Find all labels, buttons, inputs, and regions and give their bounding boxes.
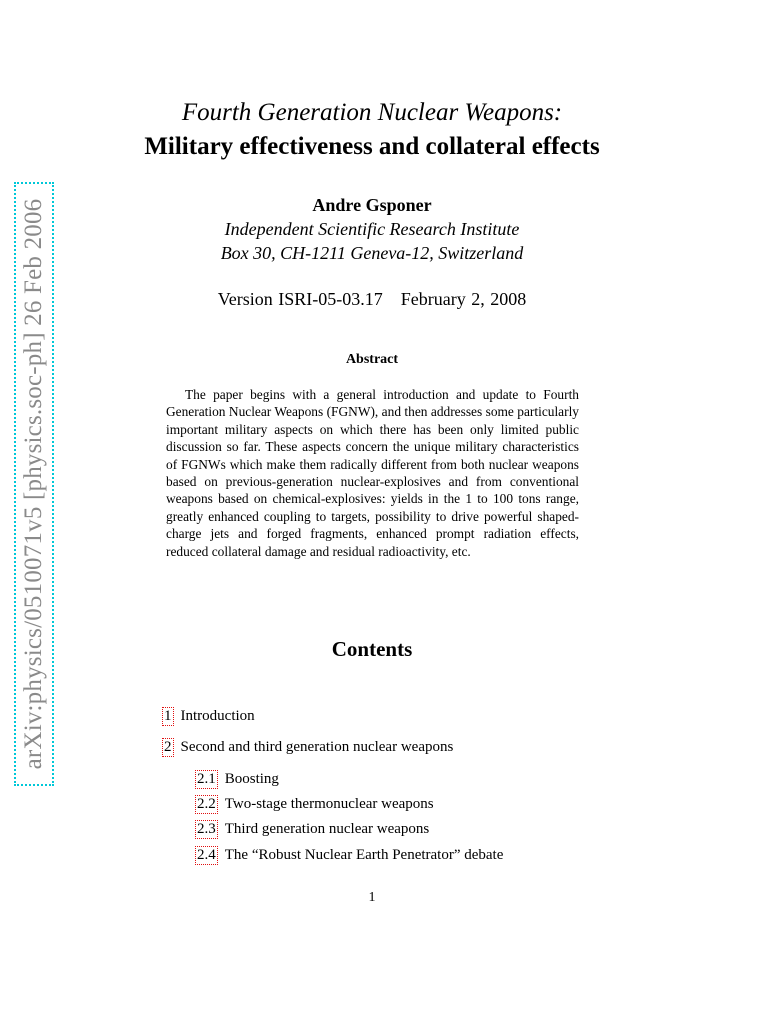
toc-link-number[interactable]: 2 bbox=[164, 739, 172, 755]
toc-link-number[interactable]: 2.2 bbox=[197, 796, 216, 812]
abstract-text-block bbox=[166, 386, 579, 560]
abstract-heading: Abstract bbox=[345, 352, 399, 367]
toc-entry-title: Two-stage thermonuclear weapons bbox=[224, 796, 434, 812]
version-date: February 2, 2008 bbox=[400, 289, 527, 309]
version-label: Version ISRI-05-03.17 bbox=[217, 289, 383, 309]
toc-entry-2 bbox=[163, 739, 453, 756]
toc-entry-title: Boosting bbox=[224, 771, 279, 787]
toc-link-number[interactable]: 2.1 bbox=[197, 771, 216, 787]
toc-entry-title: Introduction bbox=[180, 708, 255, 724]
paper-title-line-1: Fourth Generation Nuclear Weapons: bbox=[181, 99, 563, 126]
version-line bbox=[0, 289, 744, 310]
page-number: 1 bbox=[368, 890, 376, 905]
toc-entry-title: Second and third generation nuclear weapons bbox=[180, 739, 454, 755]
toc-entry-2-2 bbox=[196, 796, 434, 813]
toc-entry-title: The “Robust Nuclear Earth Penetrator” debate bbox=[224, 847, 504, 863]
arxiv-identifier: arXiv:physics/0510071v5 [physics.soc-ph] 26 Feb 2006 bbox=[20, 198, 47, 770]
toc-entry-2-3 bbox=[196, 821, 429, 838]
author-affiliation-address: Box 30, CH-1211 Geneva-12, Switzerland bbox=[220, 243, 524, 263]
toc-link-number[interactable]: 1 bbox=[164, 708, 172, 724]
toc-entry-title: Third generation nuclear weapons bbox=[224, 821, 430, 837]
toc-entry-1 bbox=[163, 708, 255, 725]
author-affiliation-institute: Independent Scientific Research Institute bbox=[224, 219, 520, 239]
toc-link-number[interactable]: 2.3 bbox=[197, 821, 216, 837]
toc-link-number[interactable]: 2.4 bbox=[197, 847, 216, 863]
toc-entry-2-4 bbox=[196, 847, 503, 864]
author-name: Andre Gsponer bbox=[312, 195, 432, 215]
paper-title-line-2: Military effectiveness and collateral effects bbox=[144, 133, 600, 160]
contents-heading: Contents bbox=[331, 637, 413, 661]
abstract-text: The paper begins with a general introduction and update to Fourth Generation Nuclear Weapons (FGNW), and then addresses some particularly important military aspects on which there has been only limited public discussion so far. These aspects concern the unique military characteristics of FGNWs which make them radically different from both nuclear weapons based on previous-generation nuclear-explosives and from conventional weapons based on chemical-explosives: yields in the 1 to 100 tons range, greatly enhanced coupling to targets, possibility to drive powerful shaped-charge jets and forged fragments, enhanced prompt radiation effects, reduced collateral damage and residual radioactivity, etc. bbox=[166, 387, 579, 559]
toc-entry-2-1 bbox=[196, 771, 279, 788]
